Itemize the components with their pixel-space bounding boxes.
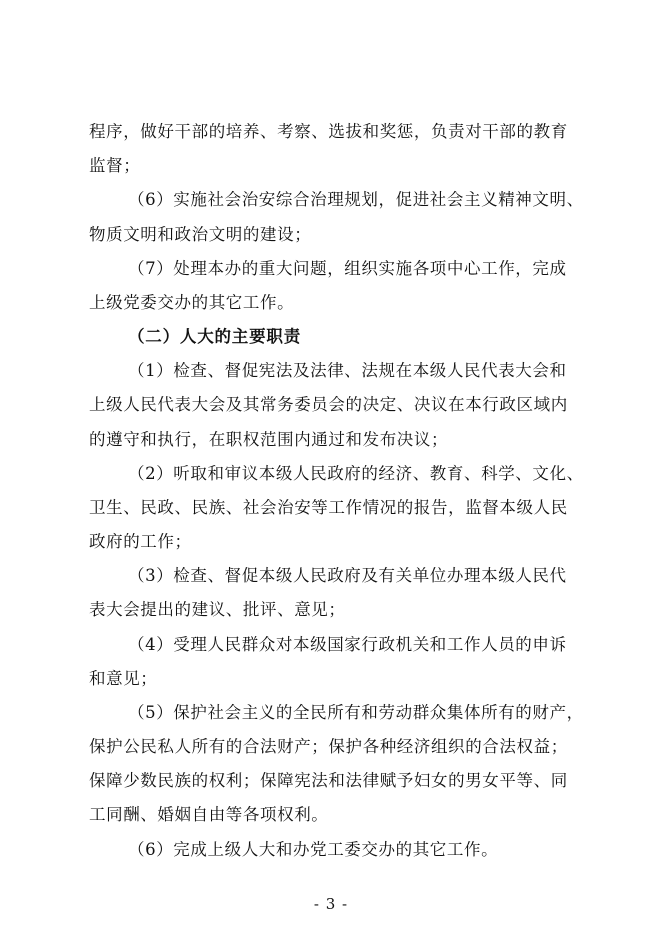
- page-number: - 3 -: [313, 895, 349, 913]
- text-line: （6）实施社会治安综合治理规划，促进社会主义精神文明、: [128, 190, 584, 209]
- text-line: 保障少数民族的权利；保障宪法和法律赋予妇女的男女平等、同: [89, 771, 568, 790]
- text-line: （7）处理本办的重大问题，组织实施各项中心工作，完成: [128, 259, 567, 278]
- section-heading: （二）人大的主要职责: [128, 327, 301, 346]
- text-line: 物质文明和政治文明的建设；: [89, 225, 312, 244]
- text-line: 的遵守和执行，在职权范围内通过和发布决议；: [89, 430, 449, 449]
- text-line: （4）受理人民群众对本级国家行政机关和工作人员的申诉: [128, 635, 567, 654]
- text-line: 卫生、民政、民族、社会治安等工作情况的报告，监督本级人民: [89, 498, 568, 517]
- text-line: 工同酬、婚姻自由等各项权利。: [89, 805, 329, 824]
- text-line: （6）完成上级人大和办党工委交办的其它工作。: [128, 840, 499, 859]
- text-line: 上级人民代表大会及其常务委员会的决定、决议在本行政区域内: [89, 395, 568, 414]
- text-line: （1）检查、督促宪法及法律、法规在本级人民代表大会和: [128, 361, 567, 380]
- text-line: 程序，做好干部的培养、考察、选拔和奖惩，负责对干部的教育: [89, 122, 568, 141]
- text-line: 表大会提出的建议、批评、意见；: [89, 600, 346, 619]
- text-line: （5）保护社会主义的全民所有和劳动群众集体所有的财产，: [128, 703, 584, 722]
- text-line: 和意见；: [89, 669, 158, 688]
- text-line: 政府的工作；: [89, 532, 192, 551]
- text-line: 保护公民私人所有的合法财产；保护各种经济组织的合法权益；: [89, 737, 568, 756]
- text-line: （3）检查、督促本级人民政府及有关单位办理本级人民代: [128, 566, 567, 585]
- text-line: 上级党委交办的其它工作。: [89, 293, 295, 312]
- text-line: 监督；: [89, 156, 141, 175]
- text-line: （2）听取和审议本级人民政府的经济、教育、科学、文化、: [128, 464, 584, 483]
